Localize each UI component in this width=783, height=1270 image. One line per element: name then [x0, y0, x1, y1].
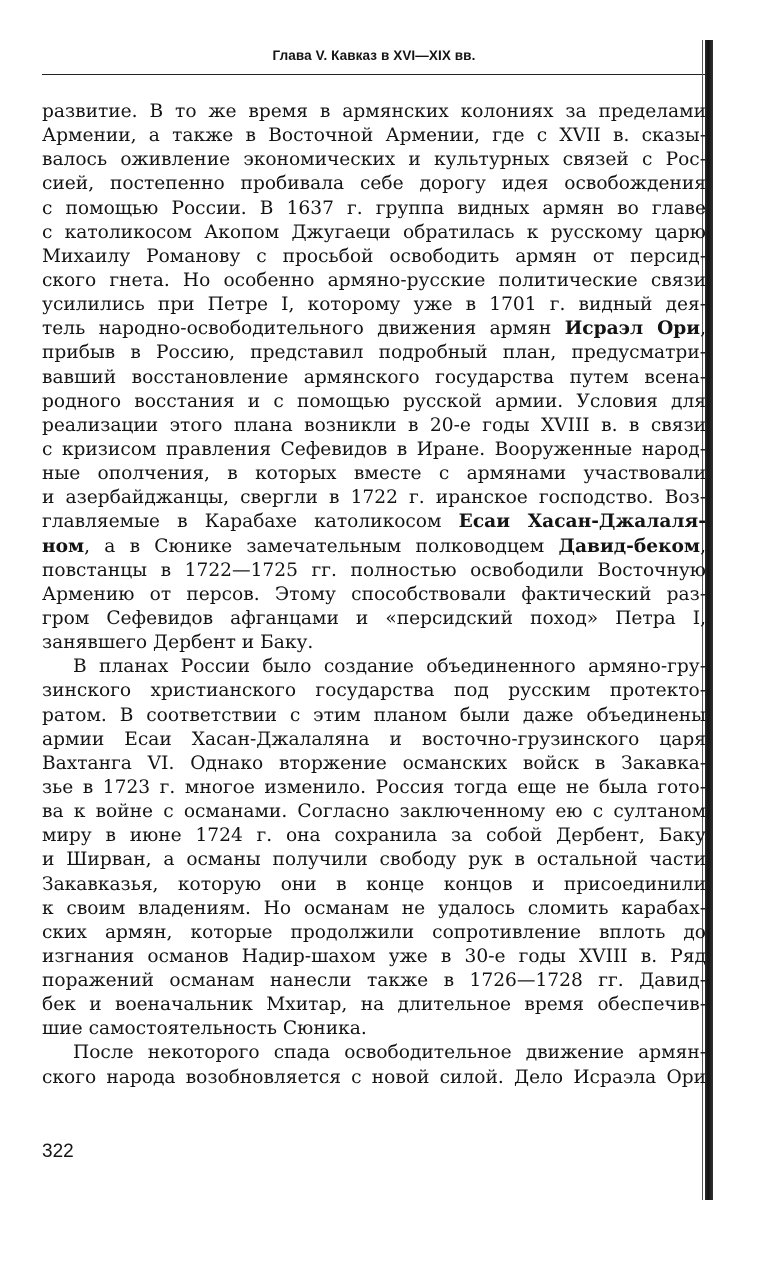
text-line: ные ополчения, в которых вместе с армянами участвовали [42, 463, 706, 485]
text-line: После некоторого спада освободительное движение армян- [73, 1042, 706, 1064]
text-line: миру в июне 1724 г. она сохранила за собой Дербент, Баку [42, 825, 706, 847]
text-line [42, 535, 706, 559]
text-line [42, 510, 706, 534]
text-line: с католикосом Акопом Джугаеци обратилась к русскому царю [42, 221, 706, 243]
text-line: армии Есаи Хасан-Джалаляна и восточно-грузинского царя [42, 728, 706, 750]
page-number: 322 [42, 1141, 74, 1162]
text-line: ского народа возобновляется с новой силой. Дело Исраэла Ори [42, 1066, 706, 1088]
text-line: ратом. В соответствии с этим планом были даже объединены [42, 704, 706, 726]
text-line [42, 317, 706, 341]
text-line: бек и военачальник Мхитар, на длительное время обеспечив- [42, 994, 706, 1016]
text-line: ского гнета. Но особенно армяно-русские политические связи [42, 269, 706, 291]
text-line: развитие. В то же время в армянских колониях за пределами [42, 101, 706, 122]
text-line: и Ширван, а османы получили свободу рук в остальной части [42, 849, 706, 871]
text-line: сией, постепенно пробивала себе дорогу идея освобождения [42, 173, 706, 195]
bold-name: ном [42, 535, 85, 557]
text-run: , [700, 318, 706, 340]
text-line: реализации этого плана возникли в 20-е годы XVIII в. в связи [42, 414, 706, 436]
bold-name: Исраэл Ори [564, 318, 701, 340]
text-line: вавший восстановление армянского государства путем всена- [42, 366, 706, 388]
text-line: валось оживление экономических и культурных связей с Рос- [42, 149, 706, 171]
text-line: к своим владениям. Но османам не удалось сломить карабах- [42, 897, 706, 919]
text-line: с кризисом правления Сефевидов в Иране. Вооруженные народ- [42, 438, 706, 460]
bold-name: Давид-беком [558, 535, 701, 557]
text-run: , [700, 535, 706, 557]
text-line: родного восстания и с помощью русской армии. Условия для [42, 390, 706, 412]
text-line: прибыв в Россию, представил подробный план, предусматри- [42, 342, 706, 364]
text-line: повстанцы в 1722—1725 гг. полностью освободили Восточную [42, 559, 706, 581]
body-text [42, 100, 706, 1090]
text-line: ских армян, которые продолжили сопротивление вплоть до [42, 921, 706, 943]
bold-name: Есаи Хасан-Джалаля- [458, 511, 706, 533]
text-line: занявшего Дербент и Баку. [42, 632, 314, 654]
running-header: Глава V. Кавказ в XVI—XIX вв. [272, 48, 476, 63]
text-line: Михаилу Романову с просьбой освободить армян от персид- [42, 245, 706, 267]
text-line: изгнания османов Надир-шахом уже в 30-е годы XVIII в. Ряд [42, 945, 706, 967]
book-spine-shadow [705, 40, 713, 1200]
text-line: Армении, а также в Восточной Армении, где с XVII в. сказы- [42, 125, 706, 147]
text-line: зье в 1723 г. многое изменило. Россия тогда еще не была гото- [42, 776, 706, 798]
text-line: усилились при Петре I, которому уже в 1701 г. видный дея- [42, 294, 706, 316]
text-line: Армению от персов. Этому способствовали фактический раз- [42, 583, 706, 605]
text-run: главляемые в Карабахе католикосом [42, 511, 459, 533]
text-line: Вахтанга VI. Однако вторжение османских войск в Закавка- [42, 752, 706, 774]
text-line: и азербайджанцы, свергли в 1722 г. иранское господство. Воз- [42, 487, 706, 509]
header-rule [42, 74, 707, 75]
text-line: зинского христианского государства под русским протекто- [42, 680, 706, 702]
text-line: Закавказья, которую они в конце концов и присоединили [42, 873, 706, 895]
text-line: поражений османам нанесли также в 1726—1728 гг. Давид- [42, 970, 706, 992]
text-line: ва к войне с османами. Согласно заключенному ею с султаном [42, 801, 706, 823]
text-run: тель народно-освободительного движения армян [42, 318, 565, 340]
text-run: , а в Сюнике замечательным полководцем [84, 535, 559, 557]
text-line: В планах России было создание объединенного армяно-гру- [73, 656, 706, 678]
text-line: гром Сефевидов афганцами и «персидский поход» Петра I, [42, 607, 706, 629]
text-line: шие самостоятельность Сюника. [42, 1018, 367, 1040]
text-line: с помощью России. В 1637 г. группа видных армян во главе [42, 197, 706, 219]
